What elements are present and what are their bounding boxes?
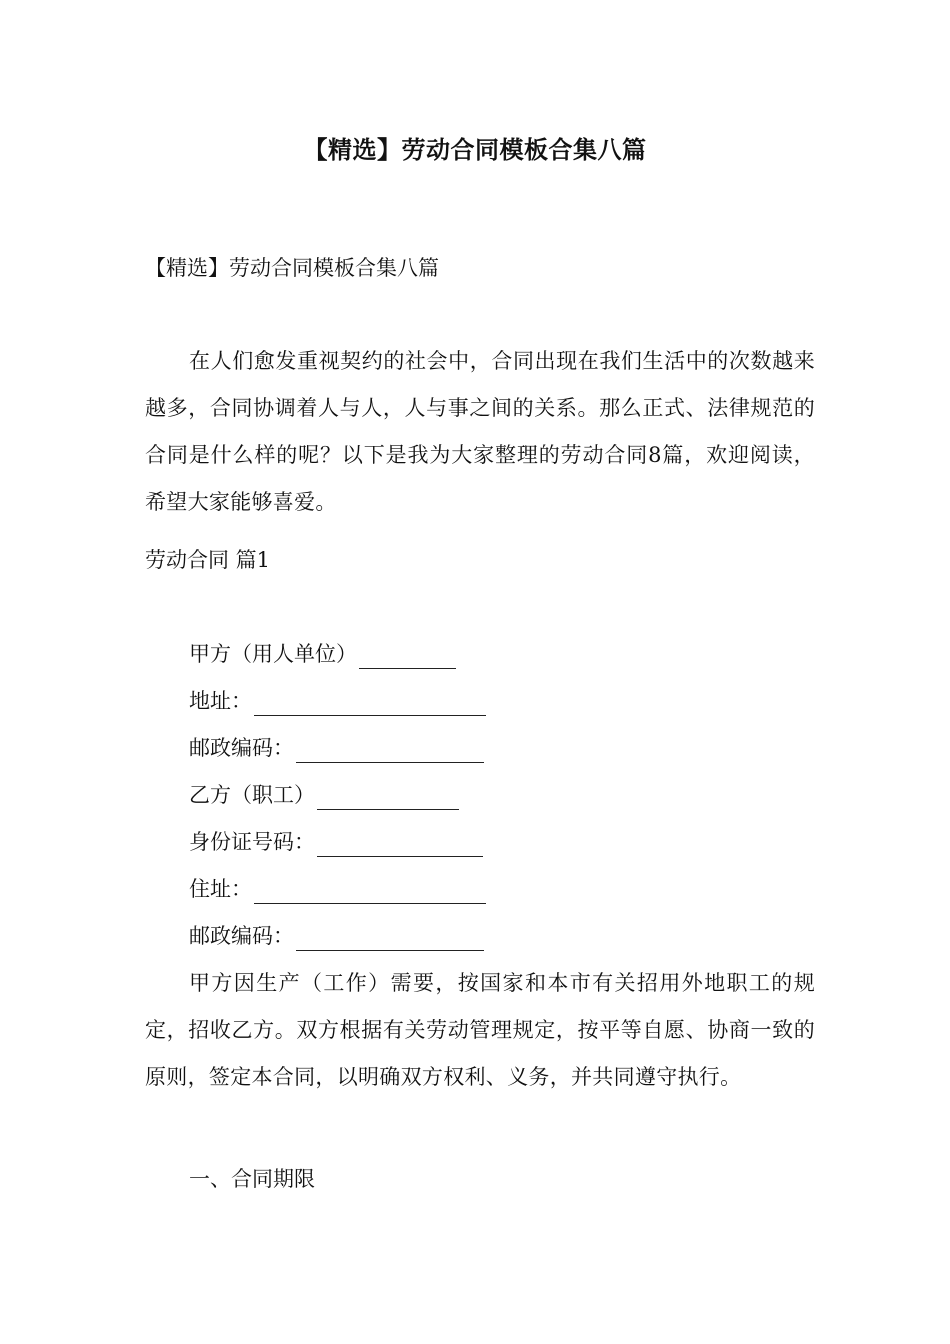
party-a-blank[interactable] [359,646,456,669]
address-a-blank[interactable] [254,693,486,716]
address-b-blank[interactable] [254,881,486,904]
postcode-a-blank[interactable] [296,740,484,763]
address-a-label: 地址： [189,689,252,713]
party-a-label: 甲方（用人单位） [189,642,357,666]
postcode-b-blank[interactable] [296,928,484,951]
address-b-label: 住址： [189,877,252,901]
document-subtitle: 【精选】劳动合同模板合集八篇 [145,256,439,280]
address-b-field [189,874,486,904]
document-title: 【精选】劳动合同模板合集八篇 [303,136,647,164]
id-number-blank[interactable] [317,834,483,857]
article-1-heading: 一、合同期限 [189,1167,315,1191]
party-b-field [189,780,459,810]
id-number-label: 身份证号码： [189,830,315,854]
intro-paragraph: 在人们愈发重视契约的社会中，合同出现在我们生活中的次数越来越多，合同协调着人与人，人与事之间的关系。那么正式、法律规范的合同是什么样的呢？以下是我为大家整理的劳动合同8篇，欢迎阅读，希望大家能够喜爱。 [145,349,815,514]
address-a-field [189,686,486,716]
postcode-a-label: 邮政编码： [189,736,294,760]
postcode-a-field [189,733,484,763]
party-a-field [189,639,456,669]
party-b-label: 乙方（职工） [189,783,315,807]
id-number-field [189,827,483,857]
clause-paragraph: 甲方因生产（工作）需要，按国家和本市有关招用外地职工的规定，招收乙方。双方根据有关劳动管理规定，按平等自愿、协商一致的原则，签定本合同，以明确双方权利、义务，并共同遵守执行。 [145,971,815,1089]
party-b-blank[interactable] [317,787,459,810]
section-heading: 劳动合同 篇1 [145,548,271,572]
postcode-b-label: 邮政编码： [189,924,294,948]
postcode-b-field [189,921,484,951]
